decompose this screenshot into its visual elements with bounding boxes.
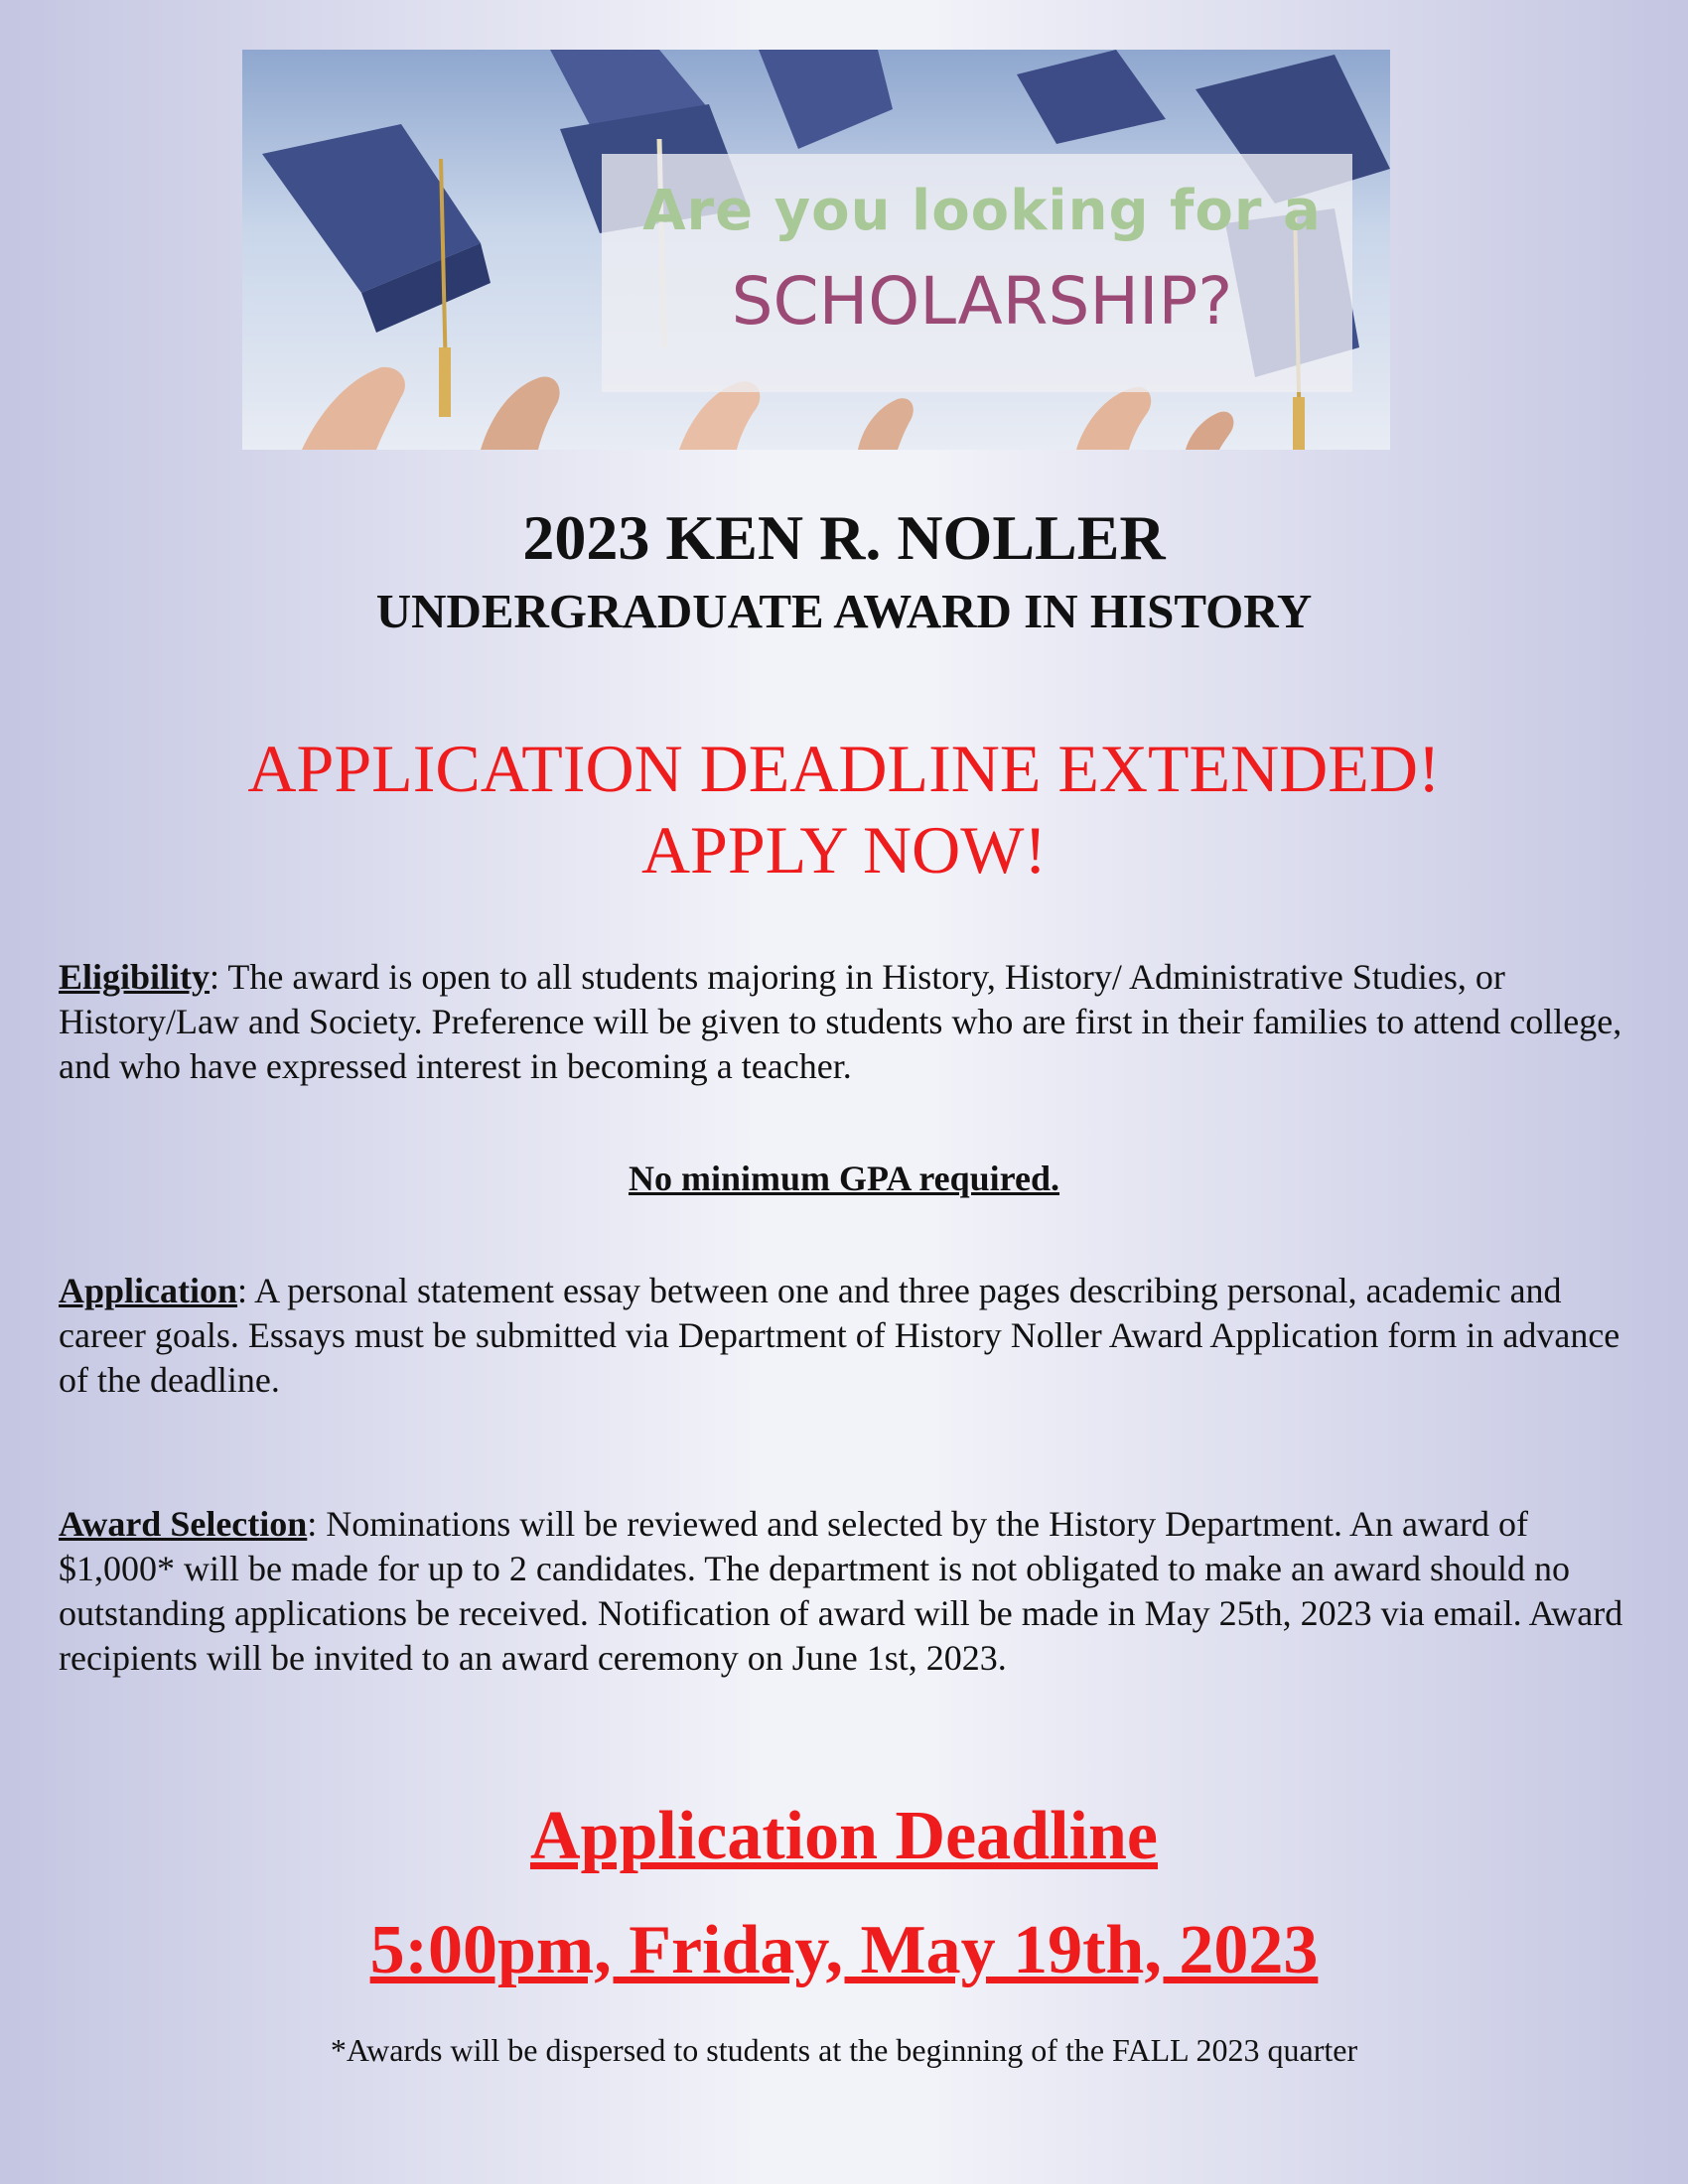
deadline-heading: Application Deadline bbox=[529, 1798, 1159, 1874]
footnote: *Awards will be dispersed to students at the beginning of the FALL 2023 quarter bbox=[330, 2032, 1358, 2068]
banner-tagline: Are you looking for a bbox=[642, 179, 1322, 243]
deadline-date: 5:00pm, Friday, May 19th, 2023 bbox=[369, 1912, 1319, 1988]
award-title: 2023 KEN R. NOLLER bbox=[522, 502, 1166, 573]
gpa-note: No minimum GPA required. bbox=[628, 1159, 1060, 1198]
eligibility-text: : The award is open to all students majoring in History, History/ Administrative Studies, or History/Law and Society. Preference will be given to students who are first in their families to attend college, and who have expressed interest in becoming a teacher. bbox=[59, 957, 1622, 1086]
application-text: : A personal statement essay between one and three pages describing personal, academic and career goals. Essays must be submitted via Department of History Noller Award Application form in advance of the deadline. bbox=[59, 1271, 1620, 1400]
eligibility-label: Eligibility bbox=[59, 957, 211, 997]
application-label: Application bbox=[59, 1271, 238, 1310]
banner-headline: SCHOLARSHIP? bbox=[731, 263, 1233, 340]
apply-now-notice: APPLY NOW! bbox=[640, 812, 1048, 887]
award-subtitle: UNDERGRADUATE AWARD IN HISTORY bbox=[375, 584, 1313, 638]
deadline-extended-notice: APPLICATION DEADLINE EXTENDED! bbox=[247, 731, 1441, 806]
eligibility-paragraph bbox=[59, 955, 1647, 1089]
award-selection-text: : Nominations will be reviewed and selected by the History Department. An award of $1,000* will be made for up to 2 candidates. The department is not obligated to make an award should no outstanding applications be received. Notification of award will be made in May 25th, 2023 via email. Award recipients will be invited to an award ceremony on June 1st, 2023. bbox=[59, 1504, 1623, 1678]
award-selection-paragraph bbox=[59, 1502, 1647, 1681]
scholarship-banner bbox=[242, 50, 1390, 450]
award-selection-label: Award Selection bbox=[59, 1504, 308, 1544]
application-paragraph bbox=[59, 1269, 1647, 1403]
